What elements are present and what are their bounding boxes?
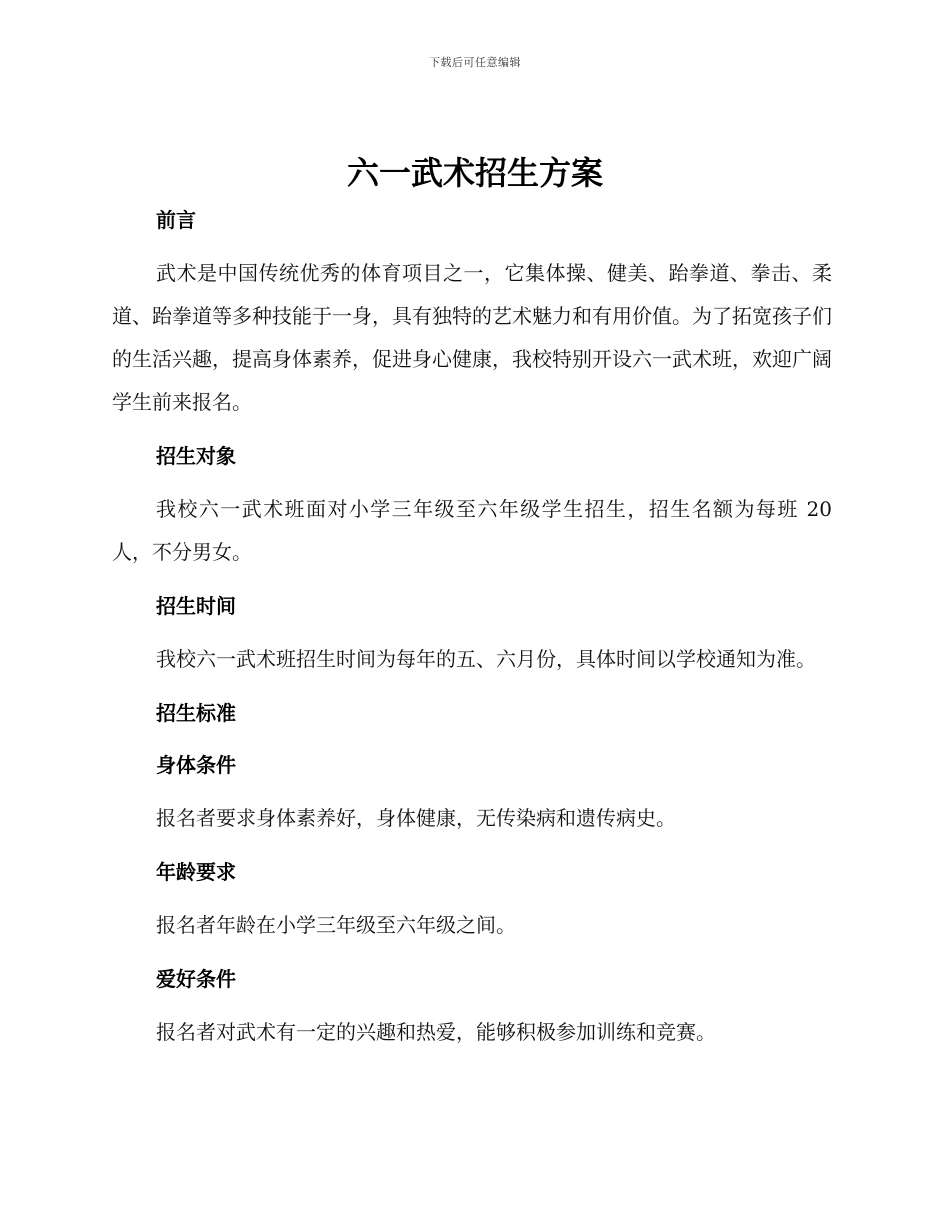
section-body-age: 报名者年龄在小学三年级至六年级之间。: [156, 913, 516, 937]
section-time: [112, 586, 832, 681]
section-preface: [112, 200, 832, 424]
section-body-target: 我校六一武术班面对小学三年级至六年级学生招生，招生名额为每班 20 人，不分男女。: [112, 497, 832, 564]
section-heading-standards: 招生标准: [156, 701, 236, 725]
section-heading-preface: 前言: [156, 208, 196, 232]
section-heading-time: 招生时间: [156, 594, 236, 618]
section-age: [112, 852, 832, 947]
section-heading-target: 招生对象: [156, 444, 236, 468]
header-note: 下载后可任意编辑: [429, 56, 521, 69]
section-target: [112, 436, 832, 574]
section-standards: [112, 693, 832, 733]
section-body-physical: 报名者要求身体素养好，身体健康，无传染病和遗传病史。: [156, 806, 676, 830]
section-body-preface: 武术是中国传统优秀的体育项目之一，它集体操、健美、跆拳道、拳击、柔道、跆拳道等多种技能于一身，具有独特的艺术魅力和有用价值。为了拓宽孩子们的生活兴趣，提高身体素养，促进身心健康，我校特别开设六一武术班，欢迎广阔学生前来报名。: [112, 261, 832, 414]
section-body-hobby: 报名者对武术有一定的兴趣和热爱，能够积极参加训练和竞赛。: [156, 1020, 716, 1044]
section-heading-physical: 身体条件: [156, 753, 236, 777]
section-body-time: 我校六一武术班招生时间为每年的五、六月份，具体时间以学校通知为准。: [156, 647, 816, 671]
section-physical: [112, 745, 832, 840]
document-body: [112, 200, 832, 1054]
section-heading-age: 年龄要求: [156, 860, 236, 884]
section-hobby: [112, 959, 832, 1054]
section-heading-hobby: 爱好条件: [156, 967, 236, 991]
document-title: 六一武术招生方案: [346, 154, 603, 192]
